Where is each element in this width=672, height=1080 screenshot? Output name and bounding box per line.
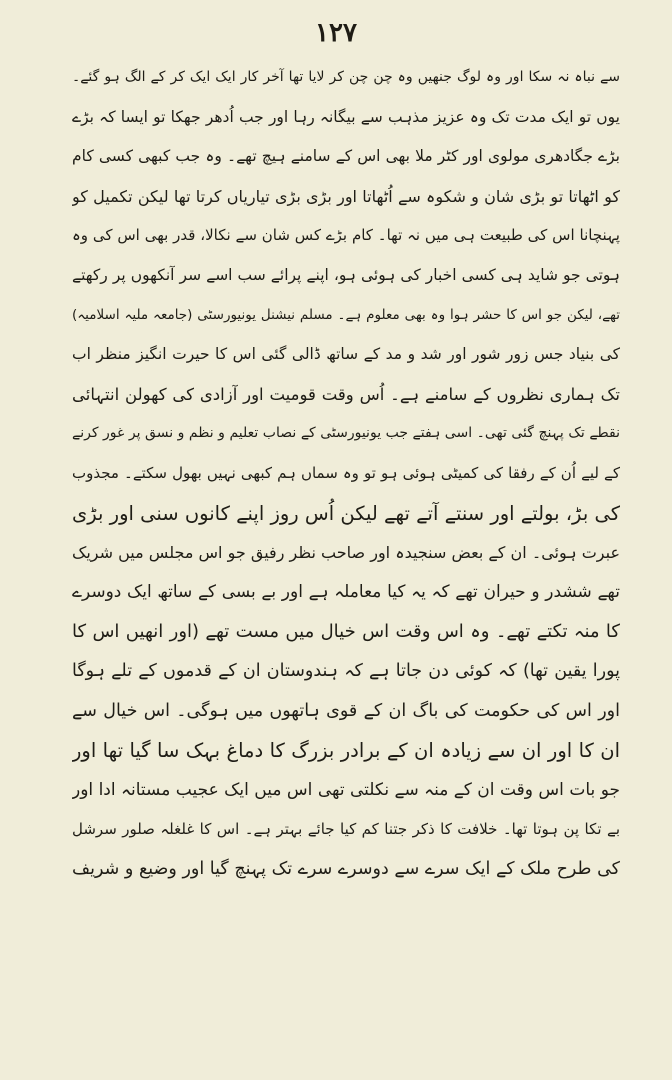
text-line: یوں تو ایک مدت تک وہ عزیز مذہب سے بیگانہ رہا اور جب اُدھر جھکا تو ایسا کہ بڑے [72,107,620,126]
text-line: پہنچانا اس کی طبیعت ہی میں نہ تھا۔ کام بڑے کس شان سے نکالا، قدر بھی اس کی وہ [72,226,620,245]
text-line: جو بات اس وقت ان کے منہ سے نکلتی تھی اس میں ایک عجیب مستانہ ادا اور [72,779,620,800]
text-line: کا منہ تکتے تھے۔ وہ اس وقت اس خیال میں مست تھے (اور انھیں اس کا [72,621,620,643]
text-line: بے تکا پن ہوتا تھا۔ خلافت کا ذکر جتنا کم کیا جائے بہتر ہے۔ اس کا غلغلہ صلور سرشل [72,820,620,839]
text-line: ہوتی جو شاید ہی کسی اخبار کی ہوئی ہو، اپنے پرائے سب اسے سر آنکھوں پر رکھتے [72,265,620,284]
text-line: کی طرح ملک کے ایک سرے سے دوسرے سرے تک پہنچ گیا اور وضیع و شریف [72,858,620,879]
text-line: سے نباہ نہ سکا اور وہ لوگ جنھیں وہ چن چن کر لایا تھا آخر کار ایک ایک کر کے الگ ہو گئے۔ [72,69,620,85]
text-line: کو اٹھاتا تو بڑی شان و شکوہ سے اُٹھاتا اور بڑی بڑی تیاریاں کرتا تھا لیکن تکمیل کو [72,186,620,206]
text-line: کے لیے اُن کے رفقا کی کمیٹی ہوئی ہو تو وہ سماں ہم کبھی نہیں بھول سکتے۔ مجذوب [72,463,620,482]
text-line: بڑے جگادھری مولوی اور کٹر ملا بھی اس کے سامنے ہیچ تھے۔ وہ جب کبھی کسی کام [72,147,620,166]
text-line: عبرت ہوئی۔ ان کے بعض سنجیدہ اور صاحب نظر رفیق جو اس مجلس میں شریک [72,543,620,563]
text-line: نقطے تک پہنچ گئی تھی۔ اسی ہفتے جب یونیورسٹی کے نصاب تعلیم و نظم و نسق پر غور کرنے [72,425,620,442]
text-line: کی بڑ، بولتے اور سنتے آتے تھے لیکن اُس روز اپنے کانوں سنی اور بڑی [72,501,620,525]
text-line: تھے ششدر و حیران تھے کہ یہ کیا معاملہ ہے اور بے بسی کے ساتھ ایک دوسرے [72,581,620,602]
text-line: ان کا اور ان سے زیادہ ان کے برادر بزرگ کا دماغ بہک سا گیا تھا اور [72,739,620,763]
text-line: اور اس کی حکومت کی باگ ان کے قوی ہاتھوں میں ہوگی۔ اس خیال سے [72,700,620,721]
body-text [72,58,620,889]
page-number: ۱۲۷ [315,18,357,48]
text-line: تک ہماری نظروں کے سامنے ہے۔ اُس وقت قومیت اور آزادی کی کھولن انتہائی [72,384,620,404]
text-line: پورا یقین تھا) کہ کوئی دن جاتا ہے کہ ہندوستان ان کے قدموں کے تلے ہوگا [72,660,620,681]
text-line: کی بنیاد جس زور شور اور شد و مد کے ساتھ ڈالی گئی اس کا حیرت انگیز منظر اب [72,345,620,364]
text-line: تھے، لیکن جو اس کا حشر ہوا وہ بھی معلوم ہے۔ مسلم نیشنل یونیورسٹی (جامعہ ملیہ اسلامیہ) [72,306,620,323]
